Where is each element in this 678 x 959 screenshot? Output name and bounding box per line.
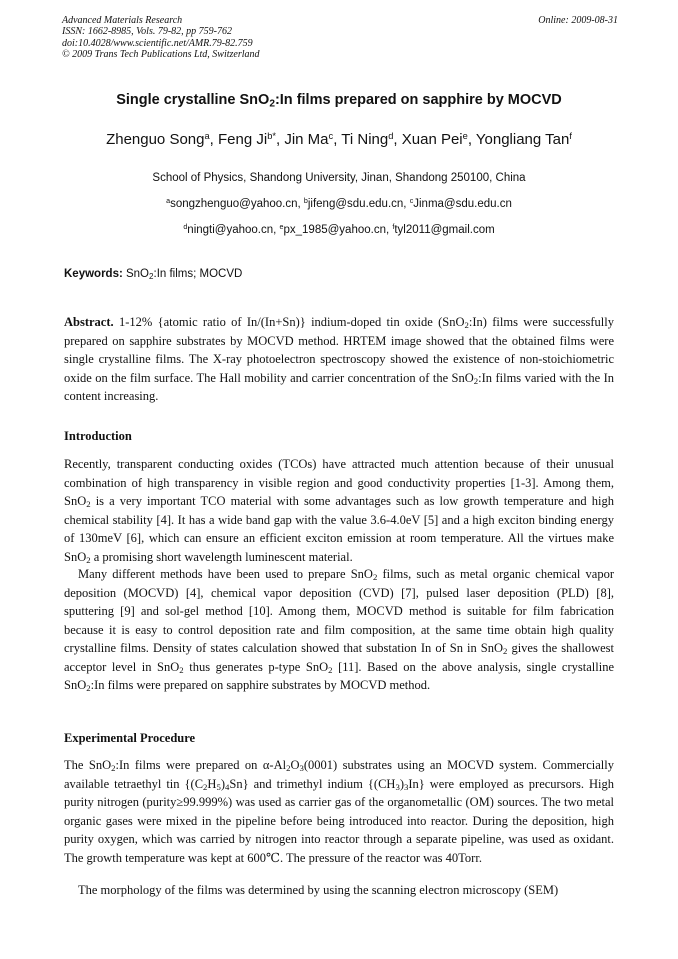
section-heading-experimental: Experimental Procedure (64, 731, 196, 745)
email-link[interactable]: Jinma@sdu.edu.cn (413, 198, 512, 210)
abstract-label: Abstract. (64, 315, 114, 329)
email-link[interactable]: jifeng@sdu.edu.cn (307, 198, 404, 210)
email-link[interactable]: ningti@yahoo.cn (187, 224, 274, 236)
email-link[interactable]: px_1985@yahoo.cn (283, 224, 386, 236)
email-link[interactable]: tyl2011@gmail.com (394, 224, 495, 236)
email-link[interactable]: songzhenguo@yahoo.cn (170, 198, 298, 210)
author: Jin Ma$^c$, (284, 130, 342, 148)
journal-name: Advanced Materials Research (62, 15, 183, 26)
email-line-1: $^a$songzhenguo@yahoo.cn, $^b$jifeng@sdu.edu.cn, $^c$Jinma@sdu.edu.cn (166, 197, 512, 210)
author: Feng $Ji^{b*}$, (218, 130, 285, 148)
issn-line: ISSN: 1662-8985, Vols. 79-82, pp 759-762 (62, 26, 232, 38)
doi-line: doi:10.4028/www.scientific.net/AMR.79-82.759 (62, 37, 253, 49)
author: Zhenguo Song$^a$, (106, 130, 218, 148)
intro-paragraph-1: Recently, transparent conducting oxides (TCOs) have attracted much attention because of their unusual combination of high transparency in visible region and good conductivity properties [1-3]. Among them, SnO$_2$ is a very important TCO material with some advantages such as low growth temperature and high chemical stability [4]. It has a wide band gap with the value 3.6-4.0eV [5] and a high exciton binding energy of 130meV [6], which can ensure an efficient exciton emission at room temperature. All the virtues make SnO$_2$ a promising short wavelength luminescent material. (64, 457, 614, 565)
journal-header (62, 15, 618, 61)
paper-title: Single crystalline SnO$_2$:In films prepared on sapphire by MOCVD (116, 92, 562, 110)
intro-paragraph-2: Many different methods have been used to prepare SnO$_2$ films, such as metal organic chemical vapor deposition (MOCVD) [4], chemical vapor deposition (CVD) [7], pulsed laser deposition (PLD) [8], sputtering [9] and sol-gel method [10]. Among them, MOCVD method is suitable for film fabrication because it is easy to control deposition rate and film composition, at the same time obtain high quality crystalline films. Density of states calculation showed that substation In of Sn in SnO$_2$ gives the shallowest acceptor level in SnO$_2$ thus generates p-type SnO$_2$ [11]. Based on the above analysis, single crystalline SnO$_2$:In films were prepared on sapphire substrates by MOCVD method. (64, 567, 614, 694)
online-date: Online: 2009-08-31 (538, 15, 618, 26)
keywords-label: Keywords: (64, 268, 123, 280)
author: Xuan Pei$^e$, (401, 130, 476, 148)
affiliation: School of Physics, Shandong University, Jinan, Shandong 250100, China (152, 172, 526, 184)
section-heading-introduction: Introduction (64, 429, 132, 443)
author: Yongliang Tan$^f$ (475, 130, 572, 148)
keywords: Keywords: SnO$_2$:In films; MOCVD (64, 268, 243, 281)
author-list (0, 131, 678, 148)
author: Ti Ning$^d$, (341, 130, 402, 148)
copyright-line: © 2009 Trans Tech Publications Ltd, Switzerland (62, 49, 260, 61)
experimental-paragraph-2: The morphology of the films was determined by using the scanning electron microscopy (SEM) (78, 883, 559, 897)
experimental-paragraph-1: The SnO$_2$:In films were prepared on $\alpha-Al_2O_3(0001)$ substrates using an MOCVD system. Commercially available tetraethyl tin $\{(C_2H_5)_4Sn\}$ and trimethyl indium $\{(CH_3)_3In\}$ were employed as precursors. High purity nitrogen (purity≥99.999%) was used as carrier gas of the organometallic (OM) sources. The two metal organic gases were mixed in the pipeline before being introduced into reactor. During the deposition, high purity oxygen, which was carried by nitrogen into reactor through a separate pipeline, was used as oxidant. The growth temperature was kept at 600℃. The pressure of the reactor was 40Torr. (64, 758, 614, 865)
email-line-2: $^d$ningti@yahoo.cn, $^e$px_1985@yahoo.cn, $^f$tyl2011@gmail.com (183, 223, 495, 236)
abstract: Abstract. 1-12% {atomic ratio of In/(In+Sn)} indium-doped tin oxide (SnO$_2$:In) films were successfully prepared on sapphire substrates by MOCVD method. HRTEM image showed that the obtained films were single crystalline films. The X-ray photoelectron spectroscopy showed the existence of non-stoichiometric oxide on the film surface. The Hall mobility and carrier concentration of the SnO$_2$:In films varied with the In content increasing. (64, 315, 614, 403)
header-left-block (62, 15, 618, 61)
